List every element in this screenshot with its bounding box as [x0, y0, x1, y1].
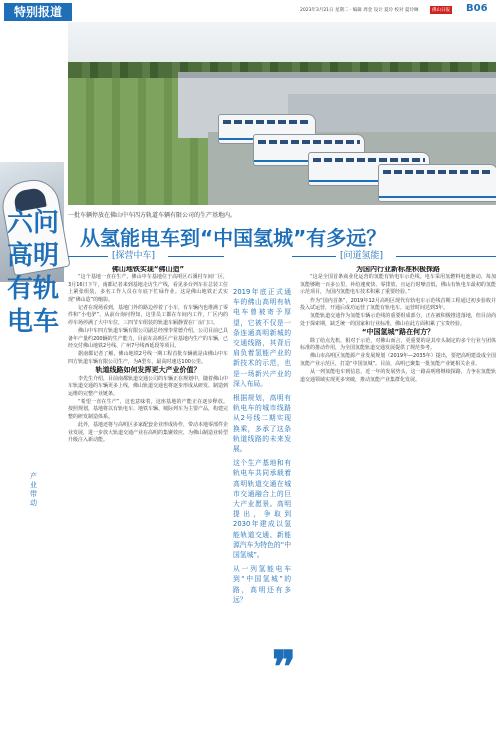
- paragraph: 除了给点先机，相对于示范，对佛山而言，更重要的是其牵头制定的多个行业与团体标准的推动作用，为全国氢能轨道交通发展提供了规范参考。: [300, 337, 496, 352]
- side-band: [0, 22, 64, 750]
- paragraph: “希望一直在生产”，这也意味着，这座基地的产能正在逐步释放。按照规划，基地将以有轨电车、地铁车辆、城际列车为主要产品，构建完整的研发制造体系。: [68, 398, 228, 420]
- paragraph: 作为“国内首条”，2019年12月高明区现代有轨电车示范线首期工程通过初步验收并投入试运营，开通后成功运营了氢能有轨电车，运营时间达到3年。: [300, 297, 496, 312]
- vertical-title: 六问高明有轨电车: [6, 208, 59, 337]
- paragraph: 李先生介绍，目前南都轨道交通公司的车辆正在规划中，随着佛山中车轨道交通的车辆更多上线，佛山轨道交通也将逐步形成从研发、制造到运维的完整产业链条。: [68, 375, 228, 397]
- main-photo: [68, 22, 496, 205]
- subheading: 轨道线路如何发挥更大产业价值？: [95, 366, 201, 375]
- paragraph: 2019年底正式通车的佛山高明有轨电车曾被寄予厚望，它被不仅是一条连通高明新城的交通线路，其背后肩负着氢能产业的新技术的示范，也是一场新兴产业的深入布局。: [233, 288, 291, 388]
- paragraph: 佛山市高明区氢能源产业发展规划（2019年—2035年）提出，要把高明建设成全国氢能产业示范区，打造“中国氢城”。目前，高明已聚集一批氢能产业链相关企业。: [300, 353, 496, 367]
- editor-tag: 佛山日报: [432, 8, 450, 13]
- section-label-left: [探营中车]: [112, 251, 156, 261]
- page-header: [0, 0, 500, 22]
- section-rule-right: [292, 256, 336, 257]
- subheading: 为国内行业新标准积极探路: [356, 266, 440, 273]
- subheading: “中国氢城”路在何方？: [361, 328, 435, 337]
- right-column: [300, 266, 496, 746]
- paragraph: 记者在现场看到，基地门外的路边停着了小车，有车辆内也堆满了零件和“小电驴”，从前台询问得知，这里员工都在车间内工作，厂区内的停车场停满了大中车位，三四节车组装的轨道车厢静置在厂房门口。: [68, 305, 228, 326]
- paragraph: 佛山中车四方轨道车辆有限公司副总经理李常德介绍，公司目前已具备年产量约200辆的生产能力，目前在高明区产业基地内生产的车辆，已经交付佛山地铁2号线、广州7号线西延段等项目。: [68, 328, 228, 350]
- section-rule-right-2: [396, 256, 496, 257]
- paragraph: 此外，基地还将与高明区多家配套企业形成协作，带动本地零部件企业发展，进一步放大轨道交通产业在高明的集聚效应，为佛山制造业转型升级注入新动能。: [68, 422, 228, 443]
- vertical-subtitle: 产业带动: [30, 472, 37, 507]
- section-rule-left-2: [168, 256, 224, 257]
- paragraph: “这是全国首条商业化运营的氢能有轨电车示范线。电车采用氢燃料电池驱动，每加氢能够跑一百多公里，补给速度快、零排放，且运行时噪音低，佛山有轨电车最初的氢能示范项目，为国内氢能电车技术积累了重要经验。”: [300, 274, 496, 296]
- paragraph: 从一列氢能电车到信息，近一年的发展势头，这一路高明将继续探路，力争在氢能轨道交通领域实现更多突破，推动氢能产业集群化发展。: [300, 369, 496, 383]
- quote-mark-icon: ❞: [272, 642, 296, 693]
- paragraph: “这个基地一直在生产，佛山中车基地位于高明区石溪村车间厂区，3月16日下午，南都记者来到基地走访生产线，看见多台列车在总装工位上紧张组装，多名工作人员在车底下忙碌作业。这是佛山地铁正式实现“佛山造”的缩影。: [68, 274, 228, 303]
- photo-caption: 一批车辆停放在佛山中车四方轨道车辆有限公司的生产基地内。: [68, 212, 237, 219]
- page-number: B06: [466, 3, 488, 14]
- article-headline: 从氢能电车到“中国氢城”有多远？: [80, 226, 387, 250]
- train-car: [378, 164, 496, 202]
- section-tag: 特别报道: [4, 3, 72, 21]
- paragraph: 氢能轨道交通作为氢能车辆示范线的重要组成部分，正在被积极推进落地，但目前尚处于探索期，缺乏统一的国家和行业标准，佛山在此方面积累了宝贵经验。: [300, 313, 496, 327]
- paragraph: 从一列氢能电车到“中国氢城”的路，高明还有多远？: [233, 565, 291, 604]
- left-column: [68, 266, 228, 746]
- paragraph: 根据规划，高明有轨电车的城市线路从2号线二期实现换乘，多承了这条轨道线路的未来发展。: [233, 394, 291, 454]
- subheading: 佛山地铁实现“佛山造”: [111, 266, 185, 273]
- middle-column: [233, 287, 291, 609]
- paragraph: 这个生产基地和有轨电车共同承载着高明轨道交通在城市交通融合上的巨大产业愿景。高明提出，争取到2030年建成以氢能轨道交通、新能源汽车为特色的“中国氢城”。: [233, 459, 291, 560]
- header-info: 2023年3月21日 星期二 · 编辑 周金 设计 夏玲 校对 夏玲琳: [300, 8, 419, 13]
- section-rule-left: [68, 256, 108, 257]
- section-label-right: [问道氢能]: [340, 251, 384, 261]
- paragraph: 据南都记者了解，佛山地铁2号线一期工程首批车辆就是由佛山中车四方轨道车辆有限公司生产，为A型车，最高时速达100公里。: [68, 351, 228, 365]
